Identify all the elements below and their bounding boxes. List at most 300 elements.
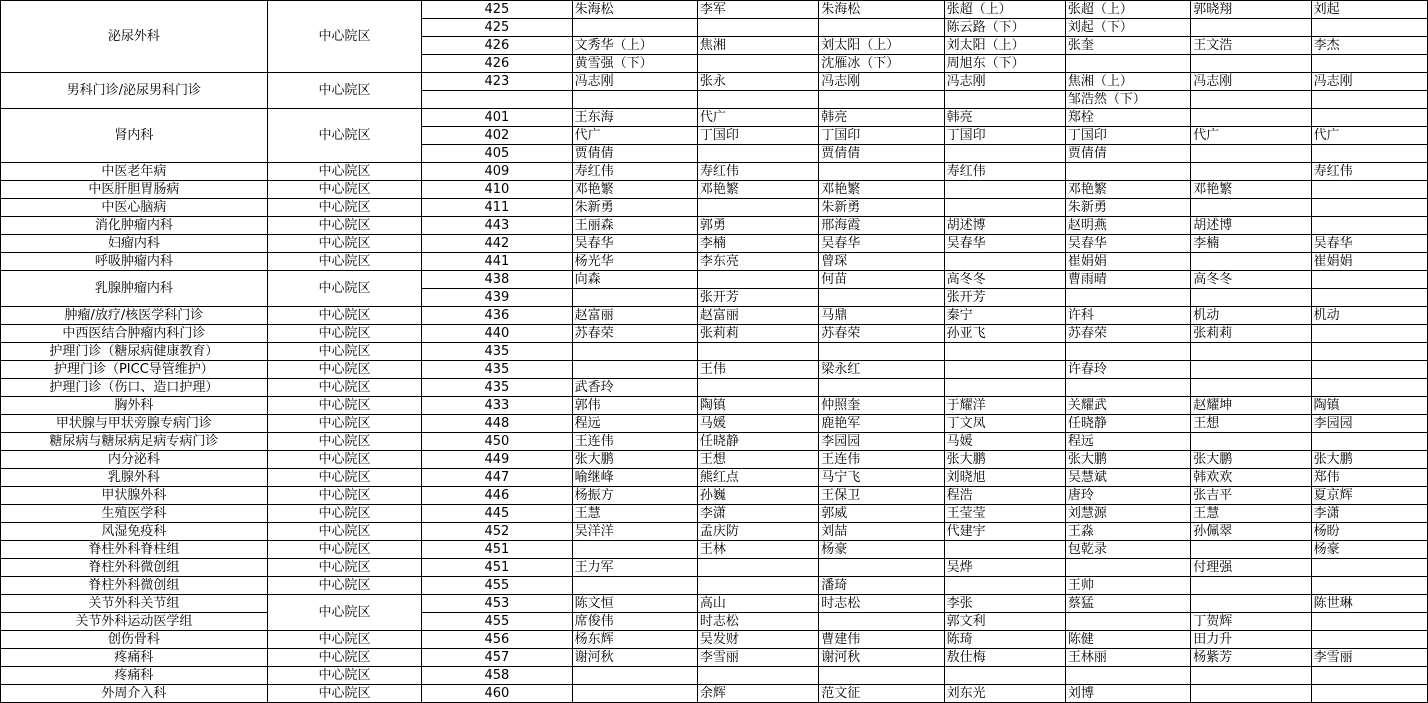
doctor-cell[interactable]: 王想: [697, 451, 818, 469]
doctor-cell[interactable]: 寿红伟: [944, 163, 1065, 181]
doctor-cell[interactable]: [572, 685, 697, 703]
doctor-cell[interactable]: 寿红伟: [1311, 163, 1427, 181]
room-cell[interactable]: 457: [422, 649, 572, 667]
doctor-cell[interactable]: 郑伟: [1311, 469, 1427, 487]
doctor-cell[interactable]: 李军: [697, 1, 818, 19]
doctor-cell[interactable]: 代广: [1191, 127, 1311, 145]
campus-cell[interactable]: 中心院区: [267, 541, 421, 559]
department-cell[interactable]: 妇瘤内科: [1, 235, 268, 253]
doctor-cell[interactable]: [944, 577, 1065, 595]
campus-cell[interactable]: 中心院区: [267, 397, 421, 415]
doctor-cell[interactable]: 邓艳繁: [697, 181, 818, 199]
doctor-cell[interactable]: 吴春华: [819, 235, 944, 253]
room-cell[interactable]: 410: [422, 181, 572, 199]
doctor-cell[interactable]: 郭威: [819, 505, 944, 523]
department-cell[interactable]: 脊柱外科微创组: [1, 577, 268, 595]
doctor-cell[interactable]: 范文征: [819, 685, 944, 703]
doctor-cell[interactable]: [697, 145, 818, 163]
doctor-cell[interactable]: 寿红伟: [697, 163, 818, 181]
doctor-cell[interactable]: 高冬冬: [944, 271, 1065, 289]
doctor-cell[interactable]: [572, 541, 697, 559]
doctor-cell[interactable]: 马媛: [697, 415, 818, 433]
department-cell[interactable]: 肿瘤/放疗/核医学科门诊: [1, 307, 268, 325]
campus-cell[interactable]: 中心院区: [267, 73, 421, 109]
doctor-cell[interactable]: 贾倩倩: [572, 145, 697, 163]
doctor-cell[interactable]: 郑栓: [1065, 109, 1190, 127]
doctor-cell[interactable]: 马鼎: [819, 307, 944, 325]
department-cell[interactable]: 护理门诊（糖尿病健康教育）: [1, 343, 268, 361]
doctor-cell[interactable]: [1191, 595, 1311, 613]
room-cell[interactable]: 453: [422, 595, 572, 613]
doctor-cell[interactable]: 刘起: [1311, 1, 1427, 19]
doctor-cell[interactable]: [1311, 145, 1427, 163]
doctor-cell[interactable]: [819, 91, 944, 109]
doctor-cell[interactable]: 敖仕梅: [944, 649, 1065, 667]
doctor-cell[interactable]: 向森: [572, 271, 697, 289]
doctor-cell[interactable]: 朱海松: [819, 1, 944, 19]
doctor-cell[interactable]: 包乾录: [1065, 541, 1190, 559]
doctor-cell[interactable]: 王力军: [572, 559, 697, 577]
doctor-cell[interactable]: 贾倩倩: [1065, 145, 1190, 163]
doctor-cell[interactable]: 陈健: [1065, 631, 1190, 649]
doctor-cell[interactable]: 许春玲: [1065, 361, 1190, 379]
doctor-cell[interactable]: 程浩: [944, 487, 1065, 505]
doctor-cell[interactable]: [1311, 181, 1427, 199]
doctor-cell[interactable]: [1311, 613, 1427, 631]
doctor-cell[interactable]: [1311, 289, 1427, 307]
doctor-cell[interactable]: 高冬冬: [1191, 271, 1311, 289]
doctor-cell[interactable]: 邹浩然（下）: [1065, 91, 1190, 109]
doctor-cell[interactable]: 郭文利: [944, 613, 1065, 631]
room-cell[interactable]: 452: [422, 523, 572, 541]
doctor-cell[interactable]: 胡述博: [1191, 217, 1311, 235]
doctor-cell[interactable]: [1065, 379, 1190, 397]
doctor-cell[interactable]: 张吉平: [1191, 487, 1311, 505]
campus-cell[interactable]: 中心院区: [267, 577, 421, 595]
doctor-cell[interactable]: 王伟: [697, 361, 818, 379]
doctor-cell[interactable]: 王丽森: [572, 217, 697, 235]
doctor-cell[interactable]: [572, 361, 697, 379]
doctor-cell[interactable]: 高山: [697, 595, 818, 613]
doctor-cell[interactable]: 李杰: [1311, 37, 1427, 55]
doctor-cell[interactable]: [1065, 667, 1190, 685]
campus-cell[interactable]: 中心院区: [267, 505, 421, 523]
doctor-cell[interactable]: 赵明燕: [1065, 217, 1190, 235]
campus-cell[interactable]: 中心院区: [267, 379, 421, 397]
campus-cell[interactable]: 中心院区: [267, 253, 421, 271]
campus-cell[interactable]: 中心院区: [267, 469, 421, 487]
doctor-cell[interactable]: [944, 361, 1065, 379]
doctor-cell[interactable]: 吴春华: [1065, 235, 1190, 253]
doctor-cell[interactable]: 吴烨: [944, 559, 1065, 577]
doctor-cell[interactable]: 杨东辉: [572, 631, 697, 649]
doctor-cell[interactable]: [572, 577, 697, 595]
room-cell[interactable]: 448: [422, 415, 572, 433]
room-cell[interactable]: 426: [422, 37, 572, 55]
campus-cell[interactable]: 中心院区: [267, 307, 421, 325]
doctor-cell[interactable]: [1191, 379, 1311, 397]
doctor-cell[interactable]: 喻继峰: [572, 469, 697, 487]
doctor-cell[interactable]: 邓艳繁: [572, 181, 697, 199]
doctor-cell[interactable]: [1311, 19, 1427, 37]
department-cell[interactable]: 肾内科: [1, 109, 268, 163]
doctor-cell[interactable]: 李园园: [1311, 415, 1427, 433]
doctor-cell[interactable]: 刘博: [1065, 685, 1190, 703]
doctor-cell[interactable]: [819, 379, 944, 397]
campus-cell[interactable]: 中心院区: [267, 523, 421, 541]
doctor-cell[interactable]: 李雪丽: [697, 649, 818, 667]
campus-cell[interactable]: 中心院区: [267, 487, 421, 505]
doctor-cell[interactable]: 刘喆: [819, 523, 944, 541]
doctor-cell[interactable]: 李雪丽: [1311, 649, 1427, 667]
doctor-cell[interactable]: [1311, 577, 1427, 595]
room-cell[interactable]: 409: [422, 163, 572, 181]
doctor-cell[interactable]: [944, 199, 1065, 217]
doctor-cell[interactable]: 张永: [697, 73, 818, 91]
doctor-cell[interactable]: 刘慧源: [1065, 505, 1190, 523]
doctor-cell[interactable]: [1191, 19, 1311, 37]
room-cell[interactable]: 443: [422, 217, 572, 235]
doctor-cell[interactable]: [1065, 289, 1190, 307]
room-cell[interactable]: 439: [422, 289, 572, 307]
doctor-cell[interactable]: 吴发财: [697, 631, 818, 649]
doctor-cell[interactable]: [1191, 361, 1311, 379]
doctor-cell[interactable]: [1311, 271, 1427, 289]
doctor-cell[interactable]: 陈琦: [944, 631, 1065, 649]
doctor-cell[interactable]: [1191, 109, 1311, 127]
doctor-cell[interactable]: [697, 91, 818, 109]
department-cell[interactable]: 护理门诊（PICC导管维护）: [1, 361, 268, 379]
room-cell[interactable]: 401: [422, 109, 572, 127]
doctor-cell[interactable]: 秦宁: [944, 307, 1065, 325]
campus-cell[interactable]: 中心院区: [267, 271, 421, 307]
doctor-cell[interactable]: 杨豪: [1311, 541, 1427, 559]
doctor-cell[interactable]: 赵富丽: [572, 307, 697, 325]
room-cell[interactable]: 460: [422, 685, 572, 703]
room-cell[interactable]: 455: [422, 577, 572, 595]
doctor-cell[interactable]: 丁贺辉: [1191, 613, 1311, 631]
doctor-cell[interactable]: 马媛: [944, 433, 1065, 451]
doctor-cell[interactable]: 王连伟: [572, 433, 697, 451]
department-cell[interactable]: 关节外科关节组: [1, 595, 268, 613]
doctor-cell[interactable]: 张莉莉: [697, 325, 818, 343]
doctor-cell[interactable]: 张大鹏: [1191, 451, 1311, 469]
doctor-cell[interactable]: 郭伟: [572, 397, 697, 415]
doctor-cell[interactable]: 付理强: [1191, 559, 1311, 577]
doctor-cell[interactable]: [1191, 343, 1311, 361]
doctor-cell[interactable]: 韩亮: [944, 109, 1065, 127]
room-cell[interactable]: 450: [422, 433, 572, 451]
doctor-cell[interactable]: 冯志刚: [1191, 73, 1311, 91]
doctor-cell[interactable]: 杨光华: [572, 253, 697, 271]
doctor-cell[interactable]: [1311, 361, 1427, 379]
department-cell[interactable]: 创伤骨科: [1, 631, 268, 649]
doctor-cell[interactable]: [944, 343, 1065, 361]
doctor-cell[interactable]: [944, 667, 1065, 685]
doctor-cell[interactable]: [697, 19, 818, 37]
doctor-cell[interactable]: 王淼: [1065, 523, 1190, 541]
doctor-cell[interactable]: [944, 253, 1065, 271]
department-cell[interactable]: 乳腺肿瘤内科: [1, 271, 268, 307]
doctor-cell[interactable]: 夏京辉: [1311, 487, 1427, 505]
campus-cell[interactable]: 中心院区: [267, 559, 421, 577]
doctor-cell[interactable]: 郭勇: [697, 217, 818, 235]
doctor-cell[interactable]: [1065, 163, 1190, 181]
doctor-cell[interactable]: 潘琦: [819, 577, 944, 595]
doctor-cell[interactable]: 时志松: [697, 613, 818, 631]
doctor-cell[interactable]: 杨豪: [819, 541, 944, 559]
department-cell[interactable]: 消化肿瘤内科: [1, 217, 268, 235]
doctor-cell[interactable]: 王莹莹: [944, 505, 1065, 523]
doctor-cell[interactable]: 孙佩翠: [1191, 523, 1311, 541]
doctor-cell[interactable]: 陈世琳: [1311, 595, 1427, 613]
room-cell[interactable]: 445: [422, 505, 572, 523]
room-cell[interactable]: 456: [422, 631, 572, 649]
department-cell[interactable]: 胸外科: [1, 397, 268, 415]
doctor-cell[interactable]: 余辉: [697, 685, 818, 703]
doctor-cell[interactable]: [1191, 55, 1311, 73]
doctor-cell[interactable]: [1191, 145, 1311, 163]
doctor-cell[interactable]: [1065, 613, 1190, 631]
campus-cell[interactable]: 中心院区: [267, 667, 421, 685]
doctor-cell[interactable]: 时志松: [819, 595, 944, 613]
room-cell[interactable]: 433: [422, 397, 572, 415]
doctor-cell[interactable]: 吴春华: [944, 235, 1065, 253]
doctor-cell[interactable]: [1191, 289, 1311, 307]
doctor-cell[interactable]: [1311, 379, 1427, 397]
doctor-cell[interactable]: 程远: [572, 415, 697, 433]
doctor-cell[interactable]: 王想: [1191, 415, 1311, 433]
room-cell[interactable]: 425: [422, 1, 572, 19]
department-cell[interactable]: 脊柱外科脊柱组: [1, 541, 268, 559]
doctor-cell[interactable]: 杨紫芳: [1191, 649, 1311, 667]
doctor-cell[interactable]: 机动: [1191, 307, 1311, 325]
doctor-cell[interactable]: [1311, 343, 1427, 361]
campus-cell[interactable]: 中心院区: [267, 199, 421, 217]
doctor-cell[interactable]: 马宁飞: [819, 469, 944, 487]
doctor-cell[interactable]: [944, 541, 1065, 559]
doctor-cell[interactable]: [697, 343, 818, 361]
room-cell[interactable]: 442: [422, 235, 572, 253]
doctor-cell[interactable]: 程远: [1065, 433, 1190, 451]
doctor-cell[interactable]: [697, 271, 818, 289]
doctor-cell[interactable]: [1311, 685, 1427, 703]
doctor-cell[interactable]: 任晓静: [1065, 415, 1190, 433]
doctor-cell[interactable]: 代广: [572, 127, 697, 145]
doctor-cell[interactable]: [1191, 433, 1311, 451]
doctor-cell[interactable]: 李楠: [697, 235, 818, 253]
doctor-cell[interactable]: [1191, 163, 1311, 181]
room-cell[interactable]: 425: [422, 19, 572, 37]
doctor-cell[interactable]: 谢河秋: [572, 649, 697, 667]
doctor-cell[interactable]: 李东亮: [697, 253, 818, 271]
department-cell[interactable]: 中医肝胆胃肠病: [1, 181, 268, 199]
doctor-cell[interactable]: 张大鹏: [572, 451, 697, 469]
doctor-cell[interactable]: [1191, 541, 1311, 559]
doctor-cell[interactable]: 冯志刚: [819, 73, 944, 91]
campus-cell[interactable]: 中心院区: [267, 649, 421, 667]
doctor-cell[interactable]: 关耀武: [1065, 397, 1190, 415]
room-cell[interactable]: 423: [422, 73, 572, 91]
doctor-cell[interactable]: 曹雨晴: [1065, 271, 1190, 289]
doctor-cell[interactable]: 丁国印: [819, 127, 944, 145]
doctor-cell[interactable]: 冯志刚: [1311, 73, 1427, 91]
doctor-cell[interactable]: 梁永红: [819, 361, 944, 379]
doctor-cell[interactable]: [819, 289, 944, 307]
doctor-cell[interactable]: [1311, 559, 1427, 577]
department-cell[interactable]: 中西医结合肿瘤内科门诊: [1, 325, 268, 343]
doctor-cell[interactable]: [819, 613, 944, 631]
department-cell[interactable]: 糖尿病与糖尿病足病专病门诊: [1, 433, 268, 451]
doctor-cell[interactable]: 李楠: [1191, 235, 1311, 253]
room-cell[interactable]: 441: [422, 253, 572, 271]
doctor-cell[interactable]: 吴春华: [1311, 235, 1427, 253]
doctor-cell[interactable]: 田力升: [1191, 631, 1311, 649]
doctor-cell[interactable]: [1311, 91, 1427, 109]
doctor-cell[interactable]: [697, 577, 818, 595]
doctor-cell[interactable]: 文秀华（上）: [572, 37, 697, 55]
campus-cell[interactable]: 中心院区: [267, 163, 421, 181]
doctor-cell[interactable]: 张莉莉: [1191, 325, 1311, 343]
campus-cell[interactable]: 中心院区: [267, 181, 421, 199]
doctor-cell[interactable]: [1311, 199, 1427, 217]
doctor-cell[interactable]: [1311, 667, 1427, 685]
room-cell[interactable]: 451: [422, 559, 572, 577]
campus-cell[interactable]: 中心院区: [267, 1, 421, 73]
doctor-cell[interactable]: [1311, 109, 1427, 127]
department-cell[interactable]: 甲状腺外科: [1, 487, 268, 505]
doctor-cell[interactable]: 朱新勇: [572, 199, 697, 217]
doctor-cell[interactable]: 王文浩: [1191, 37, 1311, 55]
doctor-cell[interactable]: 张大鹏: [1311, 451, 1427, 469]
doctor-cell[interactable]: 刘东光: [944, 685, 1065, 703]
room-cell[interactable]: 455: [422, 613, 572, 631]
doctor-cell[interactable]: 谢河秋: [819, 649, 944, 667]
doctor-cell[interactable]: 苏春荣: [819, 325, 944, 343]
doctor-cell[interactable]: 孟庆防: [697, 523, 818, 541]
doctor-cell[interactable]: [1191, 253, 1311, 271]
doctor-cell[interactable]: 张超（上）: [1065, 1, 1190, 19]
department-cell[interactable]: 泌尿外科: [1, 1, 268, 73]
doctor-cell[interactable]: 焦湘（上）: [1065, 73, 1190, 91]
department-cell[interactable]: 甲状腺与甲状旁腺专病门诊: [1, 415, 268, 433]
department-cell[interactable]: 脊柱外科微创组: [1, 559, 268, 577]
doctor-cell[interactable]: 张大鹏: [944, 451, 1065, 469]
doctor-cell[interactable]: 张大鹏: [1065, 451, 1190, 469]
room-cell[interactable]: 458: [422, 667, 572, 685]
doctor-cell[interactable]: [1191, 577, 1311, 595]
campus-cell[interactable]: 中心院区: [267, 685, 421, 703]
room-cell[interactable]: 451: [422, 541, 572, 559]
doctor-cell[interactable]: 孙亚飞: [944, 325, 1065, 343]
room-cell[interactable]: 411: [422, 199, 572, 217]
doctor-cell[interactable]: [819, 343, 944, 361]
doctor-cell[interactable]: 蔡猛: [1065, 595, 1190, 613]
doctor-cell[interactable]: [819, 19, 944, 37]
doctor-cell[interactable]: 张超（上）: [944, 1, 1065, 19]
doctor-cell[interactable]: 许科: [1065, 307, 1190, 325]
doctor-cell[interactable]: 冯志刚: [944, 73, 1065, 91]
doctor-cell[interactable]: [819, 559, 944, 577]
doctor-cell[interactable]: 崔娟娟: [1311, 253, 1427, 271]
department-cell[interactable]: 风湿免疫科: [1, 523, 268, 541]
doctor-cell[interactable]: 吴慧斌: [1065, 469, 1190, 487]
doctor-cell[interactable]: [572, 289, 697, 307]
doctor-cell[interactable]: 郭晓翔: [1191, 1, 1311, 19]
doctor-cell[interactable]: [1065, 343, 1190, 361]
doctor-cell[interactable]: 曹建伟: [819, 631, 944, 649]
doctor-cell[interactable]: 邢海霞: [819, 217, 944, 235]
doctor-cell[interactable]: 王林: [697, 541, 818, 559]
doctor-cell[interactable]: 丁国印: [944, 127, 1065, 145]
doctor-cell[interactable]: [697, 667, 818, 685]
doctor-cell[interactable]: 王慧: [572, 505, 697, 523]
campus-cell[interactable]: 中心院区: [267, 235, 421, 253]
doctor-cell[interactable]: 沈雁冰（下）: [819, 55, 944, 73]
doctor-cell[interactable]: [1311, 433, 1427, 451]
room-cell[interactable]: 446: [422, 487, 572, 505]
campus-cell[interactable]: 中心院区: [267, 595, 421, 631]
doctor-cell[interactable]: [572, 667, 697, 685]
doctor-cell[interactable]: 韩亮: [819, 109, 944, 127]
doctor-cell[interactable]: 邓艳繁: [819, 181, 944, 199]
doctor-cell[interactable]: [1191, 91, 1311, 109]
doctor-cell[interactable]: 张开芳: [944, 289, 1065, 307]
doctor-cell[interactable]: 朱新勇: [1065, 199, 1190, 217]
doctor-cell[interactable]: [697, 379, 818, 397]
doctor-cell[interactable]: 崔娟娟: [1065, 253, 1190, 271]
doctor-cell[interactable]: 李园园: [819, 433, 944, 451]
doctor-cell[interactable]: 王林丽: [1065, 649, 1190, 667]
doctor-cell[interactable]: [819, 163, 944, 181]
doctor-cell[interactable]: 刘起（下）: [1065, 19, 1190, 37]
doctor-cell[interactable]: [697, 55, 818, 73]
doctor-cell[interactable]: [1191, 685, 1311, 703]
doctor-cell[interactable]: 赵富丽: [697, 307, 818, 325]
department-cell[interactable]: 呼吸肿瘤内科: [1, 253, 268, 271]
doctor-cell[interactable]: 陶镇: [697, 397, 818, 415]
department-cell[interactable]: 男科门诊/泌尿男科门诊: [1, 73, 268, 109]
doctor-cell[interactable]: [1065, 559, 1190, 577]
doctor-cell[interactable]: 吴春华: [572, 235, 697, 253]
doctor-cell[interactable]: 何苗: [819, 271, 944, 289]
department-cell[interactable]: 中医心脑病: [1, 199, 268, 217]
doctor-cell[interactable]: 杨振方: [572, 487, 697, 505]
doctor-cell[interactable]: 李潇: [1311, 505, 1427, 523]
doctor-cell[interactable]: [819, 667, 944, 685]
doctor-cell[interactable]: 鹿艳军: [819, 415, 944, 433]
doctor-cell[interactable]: 丁国印: [1065, 127, 1190, 145]
doctor-cell[interactable]: 刘晓旭: [944, 469, 1065, 487]
doctor-cell[interactable]: [944, 181, 1065, 199]
campus-cell[interactable]: 中心院区: [267, 343, 421, 361]
room-cell[interactable]: 449: [422, 451, 572, 469]
department-cell[interactable]: 疼痛科: [1, 649, 268, 667]
doctor-cell[interactable]: 陈云路（下）: [944, 19, 1065, 37]
doctor-cell[interactable]: 李张: [944, 595, 1065, 613]
room-cell[interactable]: 402: [422, 127, 572, 145]
doctor-cell[interactable]: 冯志刚: [572, 73, 697, 91]
doctor-cell[interactable]: 寿红伟: [572, 163, 697, 181]
doctor-cell[interactable]: 王连伟: [819, 451, 944, 469]
doctor-cell[interactable]: 韩欢欢: [1191, 469, 1311, 487]
room-cell[interactable]: 438: [422, 271, 572, 289]
doctor-cell[interactable]: 贾倩倩: [819, 145, 944, 163]
department-cell[interactable]: 关节外科运动医学组: [1, 613, 268, 631]
doctor-cell[interactable]: 丁文凤: [944, 415, 1065, 433]
doctor-cell[interactable]: [697, 199, 818, 217]
doctor-cell[interactable]: [697, 559, 818, 577]
